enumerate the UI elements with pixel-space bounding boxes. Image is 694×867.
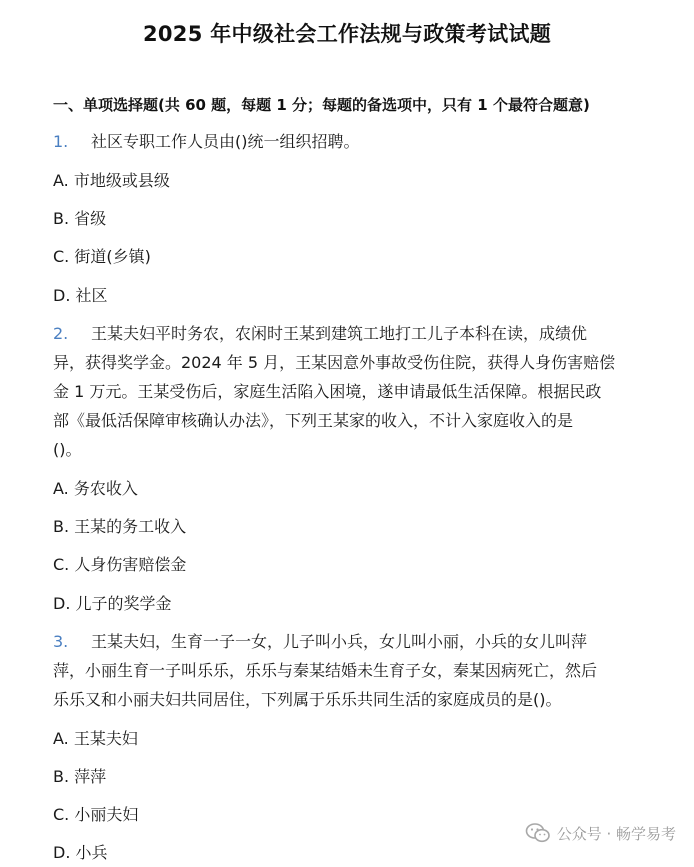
option-b: B. 省级 <box>53 209 107 228</box>
question-1-stem <box>53 127 360 156</box>
question-2-stem-line-2: 异，获得奖学金。2024 年 5 月，王某因意外事故受伤住院，获得人身伤害赔偿 <box>53 353 616 372</box>
question-2-stem-line-1 <box>53 319 587 348</box>
option-c: C. 街道(乡镇) <box>53 247 151 266</box>
question-3-stem-line-1 <box>53 627 587 656</box>
question-2-stem-line-3: 金 1 万元。王某受伤后，家庭生活陷入困境，遂申请最低生活保障。根据民政 <box>53 382 602 401</box>
option-c: C. 小丽夫妇 <box>53 805 139 824</box>
question-number: 3. <box>53 632 69 651</box>
option-d: D. 儿子的奖学金 <box>53 594 172 613</box>
question-2-stem-line-4: 部《最低活保障审核确认办法》，下列王某家的收入，不计入家庭收入的是 <box>53 411 574 430</box>
watermark <box>525 822 676 844</box>
option-d: D. 社区 <box>53 286 108 305</box>
option-a: A. 市地级或县级 <box>53 171 170 190</box>
option-b: B. 萍萍 <box>53 767 107 786</box>
option-b: B. 王某的务工收入 <box>53 517 187 536</box>
question-3-stem-line-2: 萍，小丽生育一子叫乐乐，乐乐与秦某结婚未生育子女，秦某因病死亡，然后 <box>53 661 598 680</box>
option-c: C. 人身伤害赔偿金 <box>53 555 187 574</box>
section-heading: 一、单项选择题(共 60 题，每题 1 分；每题的备选项中，只有 1 个最符合题意) <box>53 96 590 114</box>
page-title: 2025 年中级社会工作法规与政策考试试题 <box>142 22 552 46</box>
option-a: A. 务农收入 <box>53 479 138 498</box>
option-a: A. 王某夫妇 <box>53 729 138 748</box>
question-text: 社区专职工作人员由()统一组织招聘。 <box>91 132 360 151</box>
option-d: D. 小兵 <box>53 843 108 862</box>
watermark-text: 公众号 · 畅学易考 <box>556 824 676 843</box>
question-text: 王某夫妇平时务农，农闲时王某到建筑工地打工儿子本科在读，成绩优 <box>91 324 588 343</box>
question-number: 2. <box>53 324 69 343</box>
question-2-stem-line-5: ()。 <box>53 440 82 459</box>
wechat-official-account-icon <box>525 822 551 844</box>
question-3-stem-line-3: 乐乐又和小丽夫妇共同居住，下列属于乐乐共同生活的家庭成员的是()。 <box>53 690 562 709</box>
question-number: 1. <box>53 132 69 151</box>
question-text: 王某夫妇，生育一子一女，儿子叫小兵，女儿叫小丽，小兵的女儿叫萍 <box>91 632 588 651</box>
